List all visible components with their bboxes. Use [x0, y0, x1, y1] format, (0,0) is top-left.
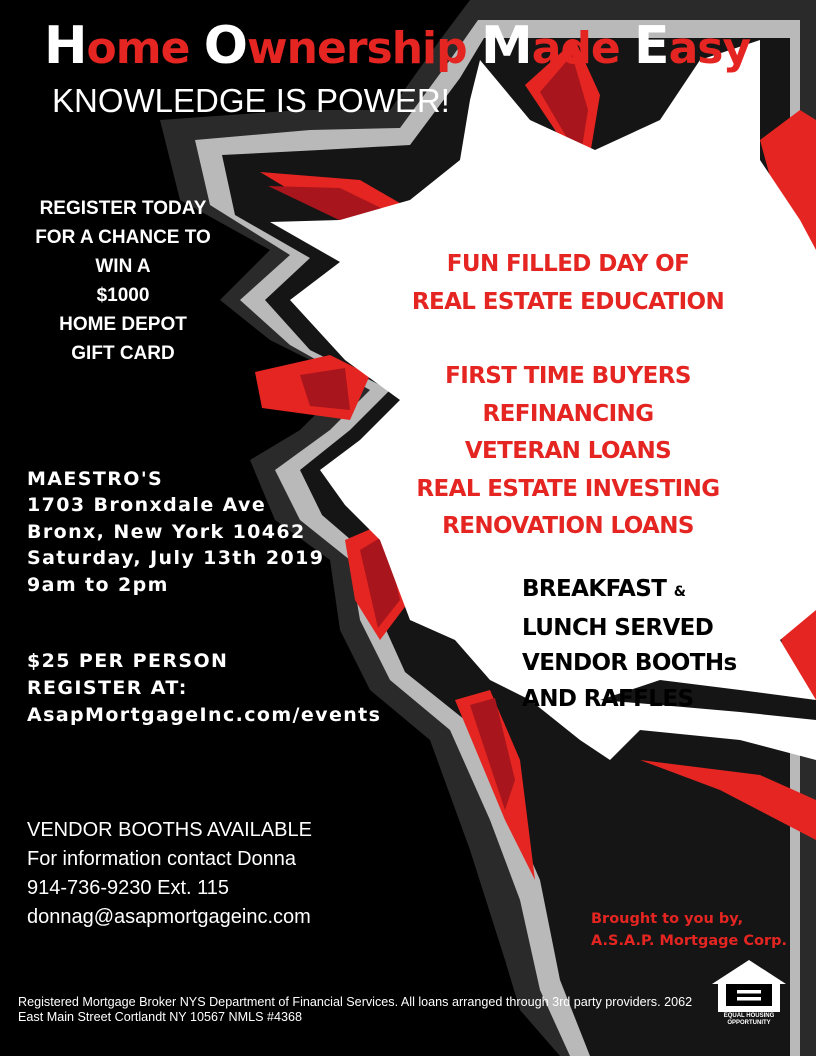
event-details	[27, 466, 324, 598]
raffle-line: GIFT CARD	[71, 343, 175, 364]
vendor-email[interactable]: donnag@asapmortgageinc.com	[27, 906, 311, 928]
raffle-promo	[22, 194, 224, 368]
amenity-breakfast: BREAKFAST	[522, 576, 667, 602]
venue-street: 1703 Bronxdale Ave	[27, 494, 267, 517]
raffle-line: WIN A	[95, 256, 151, 277]
equal-housing-label: EQUAL HOUSING OPPORTUNITY	[723, 1013, 775, 1026]
title-word: Easy	[634, 16, 751, 76]
event-date: Saturday, July 13th 2019	[27, 547, 325, 570]
amenity-line: LUNCH SERVED	[522, 614, 714, 641]
education-topics	[372, 358, 764, 546]
page-subtitle: KNOWLEDGE IS POWER!	[52, 82, 450, 119]
sponsor-line: Brought to you by,	[591, 911, 744, 927]
topic-item: RENOVATION LOANS	[442, 513, 694, 539]
topic-item: FIRST TIME BUYERS	[445, 363, 691, 389]
vendor-contact-name: For information contact Donna	[27, 848, 297, 870]
venue-city: Bronx, New York 10462	[27, 520, 306, 543]
venue-name: MAESTRO'S	[27, 468, 164, 490]
ticket-price: $25 PER PERSON	[27, 650, 229, 672]
vendor-contact	[27, 816, 312, 932]
title-word: Home	[44, 16, 190, 76]
register-link[interactable]: AsapMortgageInc.com/events	[27, 704, 382, 726]
raffle-line: HOME DEPOT	[59, 314, 187, 335]
education-intro	[372, 245, 764, 321]
intro-line: REAL ESTATE EDUCATION	[411, 289, 725, 315]
amenity-ampersand: &	[673, 584, 686, 600]
vendor-phone[interactable]: 914-736-9230 Ext. 115	[27, 877, 230, 899]
sponsor-name: A.S.A.P. Mortgage Corp.	[591, 933, 788, 949]
raffle-line: FOR A CHANCE TO	[35, 227, 211, 248]
page-title	[44, 14, 750, 81]
topic-item: VETERAN LOANS	[464, 438, 672, 464]
amenity-line: VENDOR BOOTHs	[522, 650, 737, 676]
event-time: 9am to 2pm	[27, 573, 169, 596]
raffle-line: REGISTER TODAY	[39, 198, 207, 219]
title-word: Ownership	[203, 16, 467, 76]
amenities-list	[522, 572, 737, 717]
raffle-line: $1000	[96, 285, 150, 306]
register-label: REGISTER AT:	[27, 677, 188, 699]
title-word: Made	[480, 16, 620, 76]
sponsor-credit	[591, 908, 787, 952]
amenity-line	[522, 572, 737, 611]
vendor-heading: VENDOR BOOTHS AVAILABLE	[27, 819, 312, 841]
amenity-line: AND RAFFLES	[522, 685, 694, 712]
legal-disclaimer: Registered Mortgage Broker NYS Department of Financial Services. All loans arranged through 3rd party providers. 2062 East Main Street Cortlandt NY 10567 NMLS #4368	[18, 995, 693, 1024]
registration-info	[27, 648, 381, 729]
topic-item: REAL ESTATE INVESTING	[416, 475, 720, 502]
intro-line: FUN FILLED DAY OF	[446, 251, 690, 277]
topic-item: REFINANCING	[482, 400, 654, 427]
